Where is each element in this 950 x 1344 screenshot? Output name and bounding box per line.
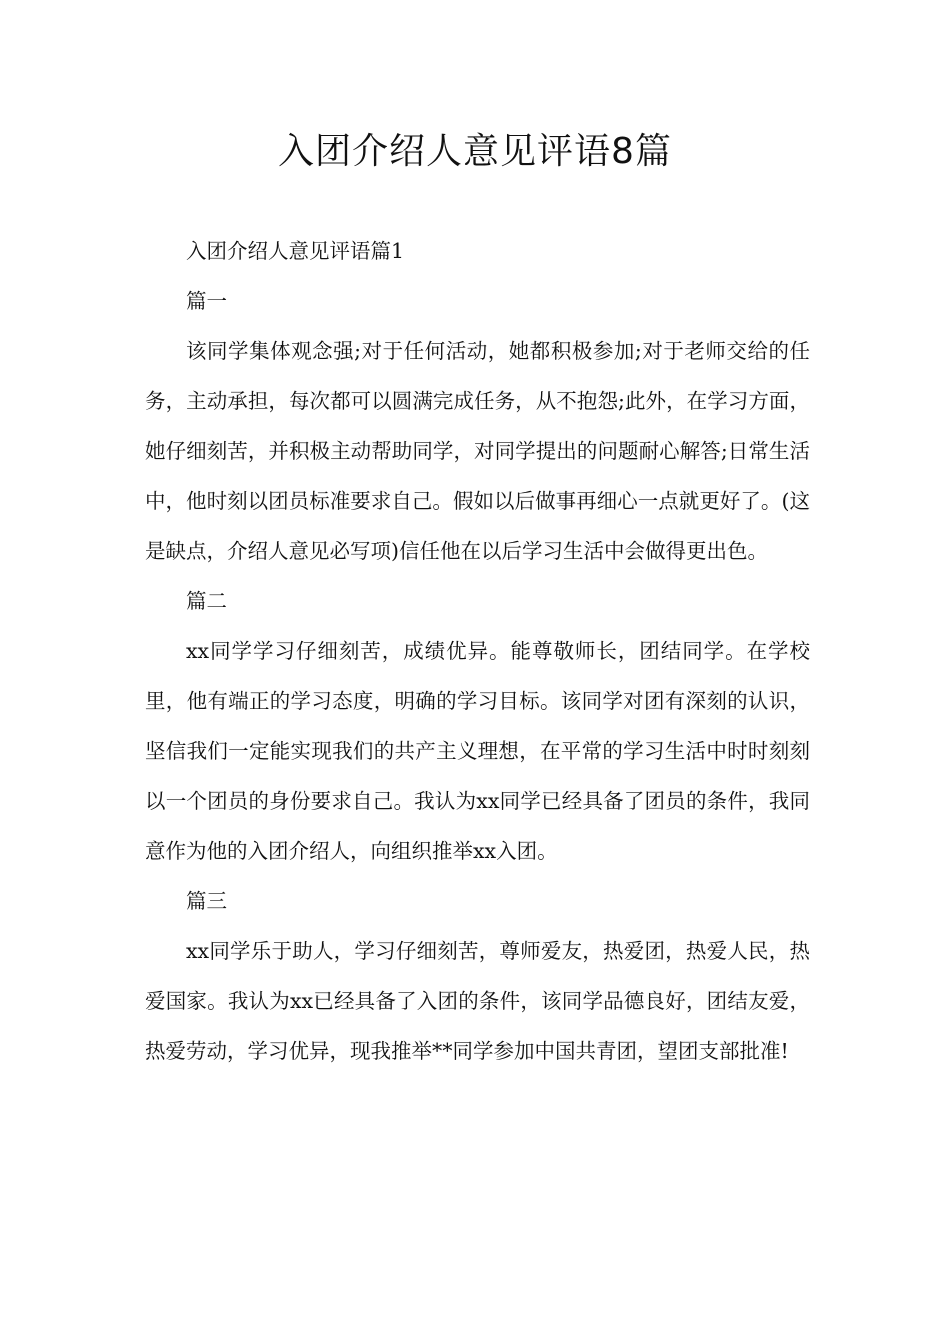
body-paragraph: 该同学集体观念强;对于任何活动，她都积极参加;对于老师交给的任务，主动承担，每次都可以圆满完成任务，从不抱怨;此外，在学习方面，她仔细刻苦，并积极主动帮助同学，对同学提出的问题耐心解答;日常生活中，他时刻以团员标准要求自己。假如以后做事再细心一点就更好了。(这是缺点，介绍人意见必写项)信任他在以后学习生活中会做得更出色。 — [145, 339, 810, 563]
body-paragraph: xx同学乐于助人，学习仔细刻苦，尊师爱友，热爱团，热爱人民，热爱国家。我认为xx已经具备了入团的条件，该同学品德良好，团结友爱，热爱劳动，学习优异，现我推举**同学参加中国共青团，望团支部批准! — [145, 939, 810, 1063]
subsection-heading: 篇一 — [186, 289, 227, 313]
subsection-heading: 篇三 — [186, 889, 227, 913]
body-paragraph: xx同学学习仔细刻苦，成绩优异。能尊敬师长，团结同学。在学校里，他有端正的学习态度，明确的学习目标。该同学对团有深刻的认识，坚信我们一定能实现我们的共产主义理想，在平常的学习生活中时时刻刻以一个团员的身份要求自己。我认为xx同学已经具备了团员的条件，我同意作为他的入团介绍人，向组织推举xx入团。 — [145, 639, 810, 863]
subsection-heading: 篇二 — [186, 589, 227, 613]
document-title: 入团介绍人意见评语8篇 — [278, 131, 672, 172]
section-heading: 入团介绍人意见评语篇1 — [186, 239, 405, 263]
document-body — [145, 226, 810, 1076]
